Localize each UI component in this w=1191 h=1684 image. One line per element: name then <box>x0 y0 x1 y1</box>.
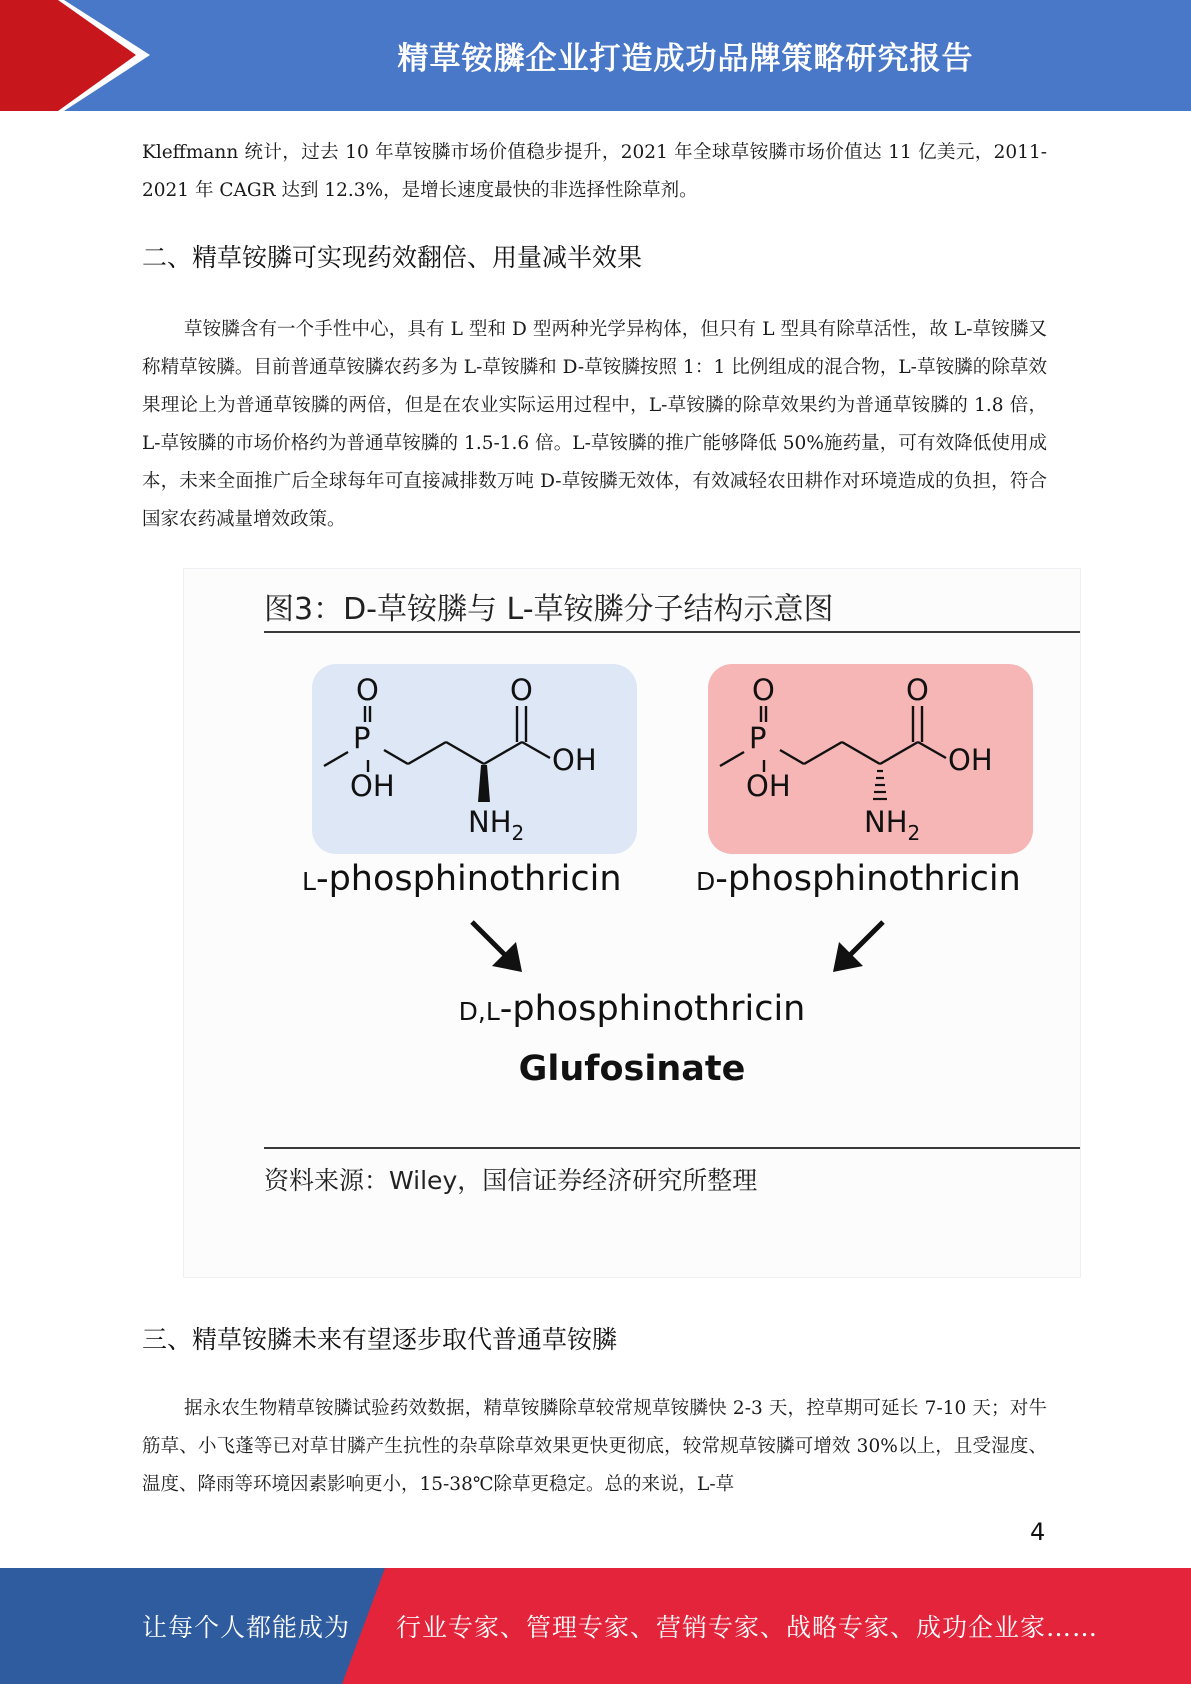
page-header <box>0 0 1191 111</box>
d-phosphorus-label: P <box>749 721 767 755</box>
arrow-down-left-icon <box>821 914 891 984</box>
section-3-paragraph: 据永农生物精草铵膦试验药效数据，精草铵膦除草较常规草铵膦快 2-3 天，控草期可延长 7-10 天；对牛筋草、小飞蓬等已对草甘膦产生抗性的杂草除草效果更快更彻底，较常规草铵膦可增效 30%以上，且受湿度、温度、降雨等环境因素影响更小，15-38℃除草更稳定。总的来说，L-草 <box>142 1398 1047 1495</box>
l-hydroxyl-label: OH <box>350 769 395 803</box>
d-phosphinothricin-label: D-phosphinothricin <box>696 859 1021 899</box>
dl-phosphinothricin-label: D,L-phosphinothricin <box>458 989 806 1029</box>
d-structure-panel <box>708 664 1033 854</box>
figure-molecular-structure <box>183 568 1081 1278</box>
page-footer <box>0 1568 1191 1684</box>
glufosinate-label: Glufosinate <box>518 1049 746 1089</box>
d-hydroxyl-label: OH <box>746 769 791 803</box>
intro-paragraph: Kleffmann 统计，过去 10 年草铵膦市场价值稳步提升，2021 年全球草铵膦市场价值达 11 亿美元，2011-2021 年 CAGR 达到 12.3%，是增长速度最快的非选择性除草剂。 <box>142 142 1047 201</box>
header-chevron-decoration <box>0 0 170 111</box>
page-number: 4 <box>1030 1518 1046 1546</box>
figure-top-rule <box>264 631 1080 633</box>
report-title: 精草铵膦企业打造成功品牌策略研究报告 <box>397 41 974 77</box>
l-structure-panel <box>312 664 637 854</box>
section-2-paragraph: 草铵膦含有一个手性中心，具有 L 型和 D 型两种光学异构体，但只有 L 型具有除草活性，故 L-草铵膦又称精草铵膦。目前普通草铵膦农药多为 L-草铵膦和 D-草铵膦按照 1：1 比例组成的混合物，L-草铵膦的除草效果理论上为普通草铵膦的两倍，但是在农业实际运用过程中，L-草铵膦的除草效果约为普通草铵膦的 1.8 倍，L-草铵膦的市场价格约为普通草铵膦的 1.5-1.6 倍。L-草铵膦的推广能够降低 50%施药量，可有效降低使用成本，未来全面推广后全球每年可直接减排数万吨 D-草铵膦无效体，有效减轻农田耕作对环境造成的负担，符合国家农药减量增效政策。 <box>142 319 1047 530</box>
figure-source: 资料来源：Wiley，国信证券经济研究所整理 <box>264 1166 758 1195</box>
d-carbonyl-oxygen-label: O <box>906 673 929 707</box>
l-structure-diagram <box>312 664 637 854</box>
footer-slogan-left: 让每个人都能成为 <box>142 1613 351 1642</box>
figure-bottom-rule <box>264 1147 1080 1149</box>
l-acid-hydroxyl-label: OH <box>552 743 597 777</box>
figure-title: 图3：D-草铵膦与 L-草铵膦分子结构示意图 <box>264 592 834 627</box>
d-acid-hydroxyl-label: OH <box>948 743 993 777</box>
l-phosphorus-label: P <box>353 721 371 755</box>
section-heading-2: 二、精草铵膦可实现药效翻倍、用量减半效果 <box>142 243 643 272</box>
d-structure-diagram <box>708 664 1033 854</box>
l-carbonyl-oxygen-label: O <box>510 673 533 707</box>
section-heading-3: 三、精草铵膦未来有望逐步取代普通草铵膦 <box>142 1325 618 1354</box>
l-phosphinothricin-label: L-phosphinothricin <box>302 859 622 899</box>
d-oxygen-label: O <box>752 673 775 707</box>
arrow-down-right-icon <box>464 914 534 984</box>
d-amine-label: $NH_2$ <box>864 805 921 845</box>
l-amine-label: $NH_2$ <box>468 805 525 845</box>
l-oxygen-label: O <box>356 673 379 707</box>
footer-slogan-right: 行业专家、管理专家、营销专家、战略专家、成功企业家…… <box>396 1613 1099 1642</box>
